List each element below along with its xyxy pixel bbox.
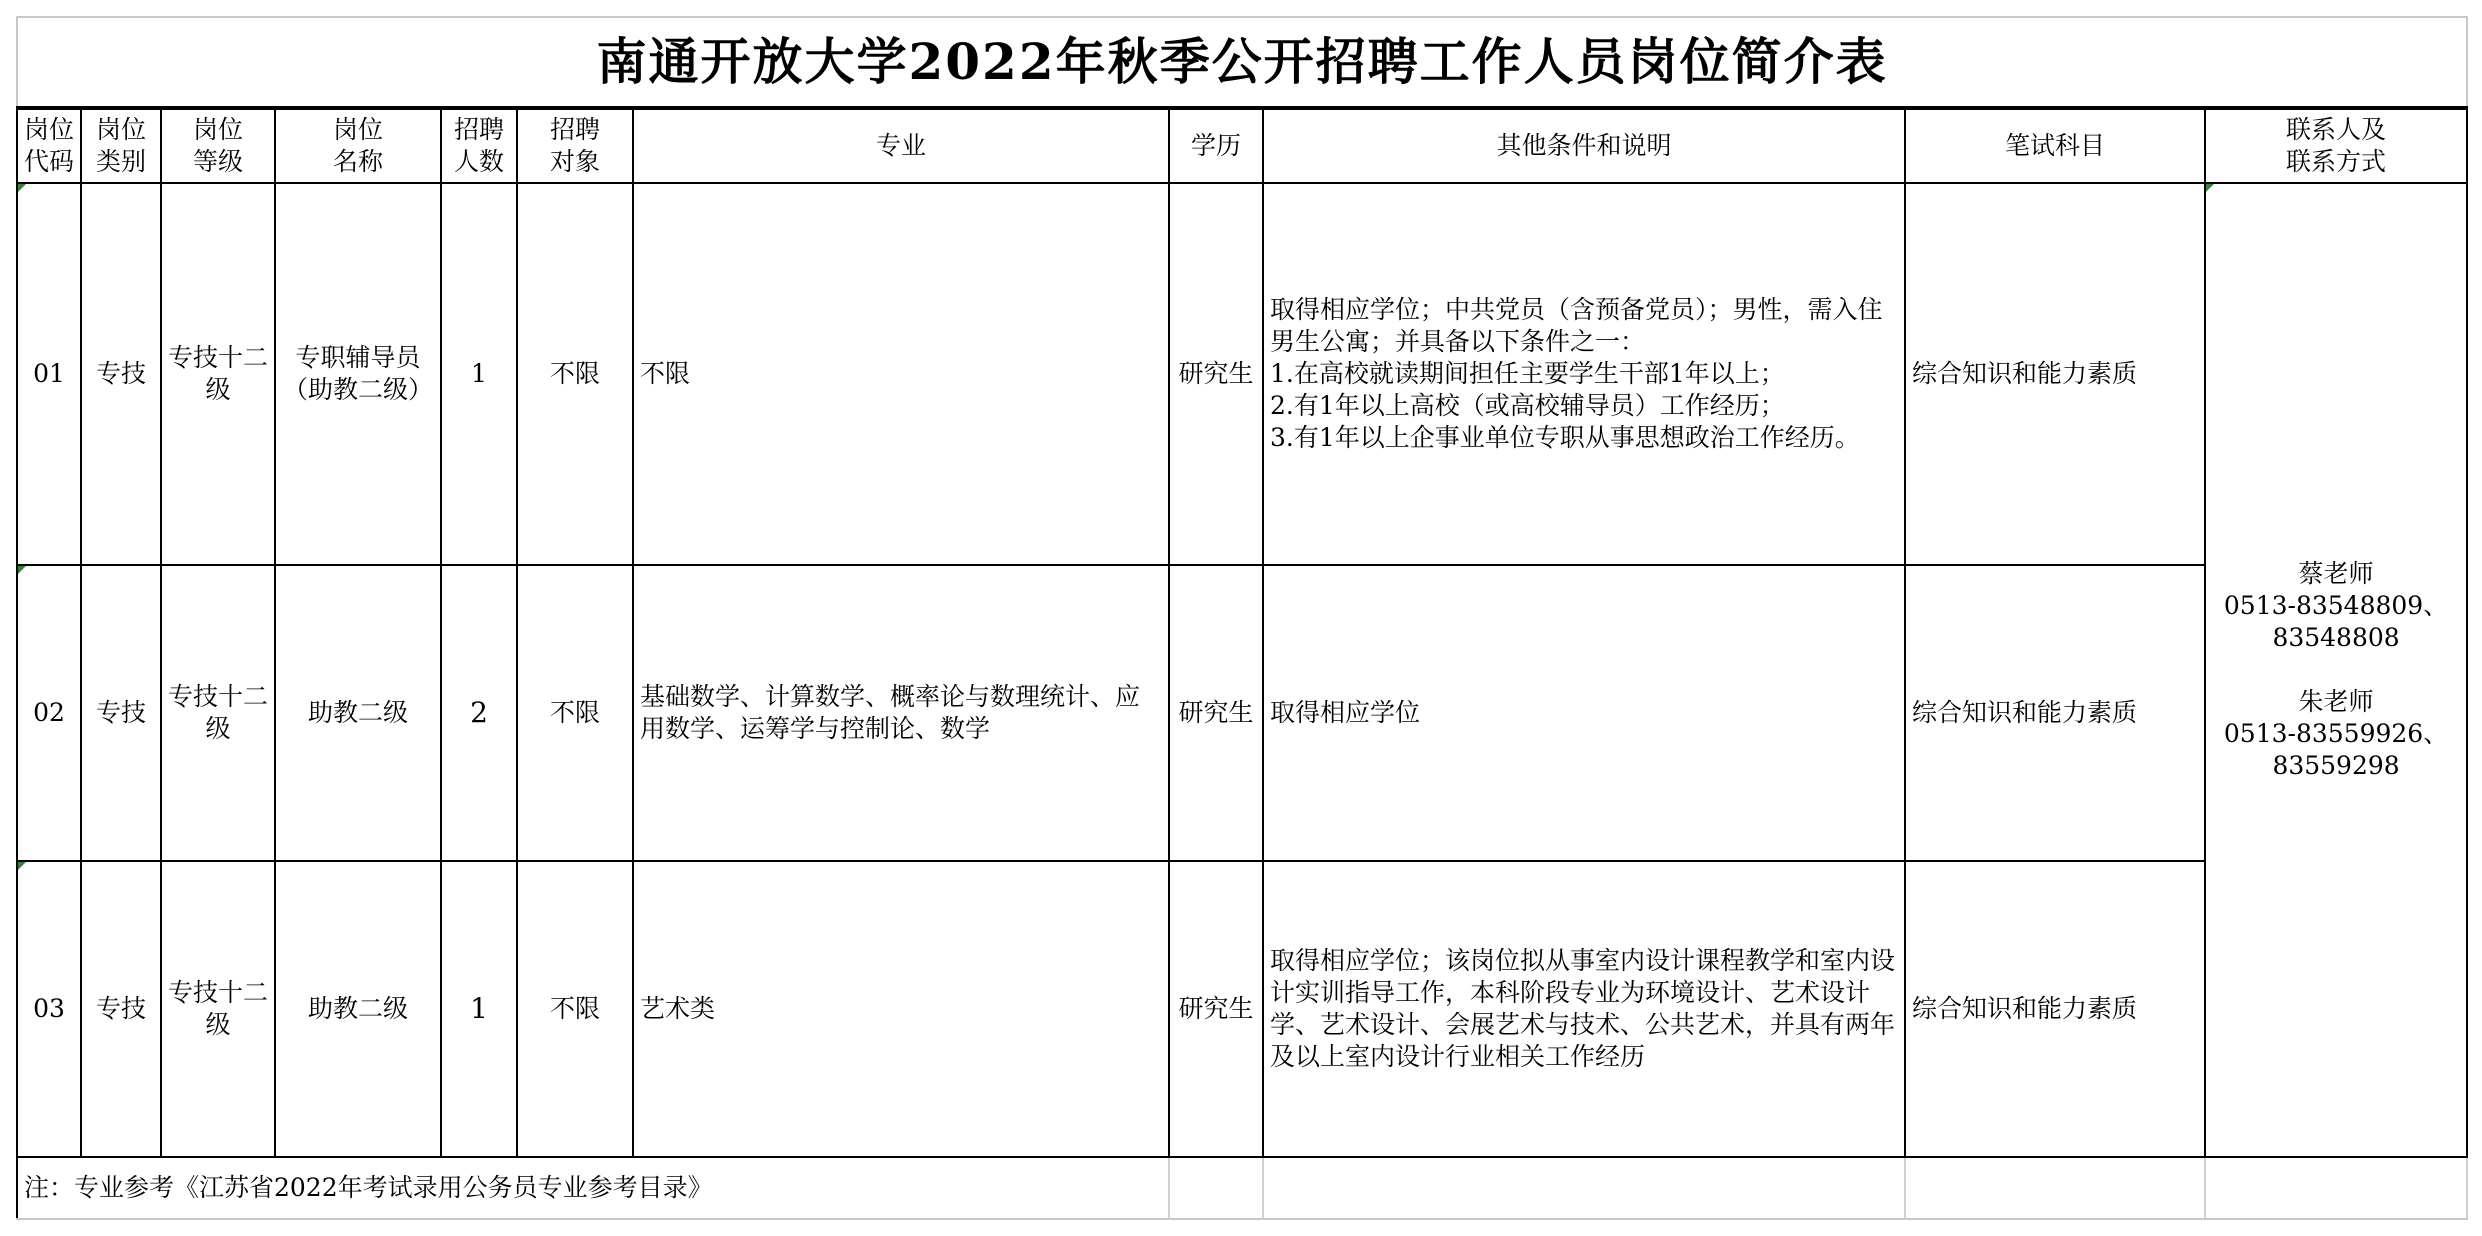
cell-exam: 综合知识和能力素质 [1905, 861, 2205, 1157]
header-target: 招聘 对象 [517, 108, 633, 183]
cell-code: 02 [17, 565, 81, 861]
header-contact: 联系人及 联系方式 [2205, 108, 2467, 183]
cell-major: 艺术类 [633, 861, 1169, 1157]
header-exam: 笔试科目 [1905, 108, 2205, 183]
header-name: 岗位 名称 [275, 108, 441, 183]
contact-cell [2205, 183, 2467, 1157]
cell-exam: 综合知识和能力素质 [1905, 565, 2205, 861]
cell-name: 专职辅导员 （助教二级） [275, 183, 441, 565]
cell-name: 助教二级 [275, 861, 441, 1157]
table-row [17, 861, 2467, 1157]
table-row [17, 565, 2467, 861]
cell-count: 2 [441, 565, 517, 861]
cell-category: 专技 [81, 861, 161, 1157]
cell-conditions: 取得相应学位；中共党员（含预备党员）；男性，需入住男生公寓；并具备以下条件之一： 1.在高校就读期间担任主要学生干部1年以上； 2.有1年以上高校（或高校辅导员）工作经历； 3.有1年以上企事业单位专职从事思想政治工作经历。 [1263, 183, 1905, 565]
header-row [17, 108, 2467, 183]
contact-phone-1b: 83548808 [2272, 623, 2400, 652]
cell-conditions: 取得相应学位 [1263, 565, 1905, 861]
cell-name: 助教二级 [275, 565, 441, 861]
table-row [17, 183, 2467, 565]
contact-phone-2a: 0513-83559926、 [2223, 719, 2449, 748]
header-conditions: 其他条件和说明 [1263, 108, 1905, 183]
cell-count: 1 [441, 183, 517, 565]
cell-code: 03 [17, 861, 81, 1157]
cell-major: 基础数学、计算数学、概率论与数理统计、应用数学、运筹学与控制论、数学 [633, 565, 1169, 861]
header-level: 岗位 等级 [161, 108, 275, 183]
note-row [17, 1157, 2467, 1219]
cell-target: 不限 [517, 565, 633, 861]
page-title: 南通开放大学2022年秋季公开招聘工作人员岗位简介表 [17, 17, 2467, 108]
header-major: 专业 [633, 108, 1169, 183]
header-count: 招聘 人数 [441, 108, 517, 183]
recruitment-table [16, 16, 2468, 1220]
cell-education: 研究生 [1169, 565, 1263, 861]
cell-count: 1 [441, 861, 517, 1157]
cell-education: 研究生 [1169, 183, 1263, 565]
header-category: 岗位 类别 [81, 108, 161, 183]
cell-level: 专技十二 级 [161, 183, 275, 565]
cell-target: 不限 [517, 183, 633, 565]
header-code: 岗位 代码 [17, 108, 81, 183]
cell-conditions: 取得相应学位；该岗位拟从事室内设计课程教学和室内设计实训指导工作，本科阶段专业为环境设计、艺术设计学、艺术设计、会展艺术与技术、公共艺术，并具有两年及以上室内设计行业相关工作经历 [1263, 861, 1905, 1157]
cell-exam: 综合知识和能力素质 [1905, 183, 2205, 565]
recruitment-table-sheet [16, 16, 2466, 1220]
cell-major: 不限 [633, 183, 1169, 565]
cell-education: 研究生 [1169, 861, 1263, 1157]
cell-category: 专技 [81, 183, 161, 565]
footnote: 注：专业参考《江苏省2022年考试录用公务员专业参考目录》 [17, 1157, 1169, 1219]
header-education: 学历 [1169, 108, 1263, 183]
contact-phone-1a: 0513-83548809、 [2223, 591, 2449, 620]
cell-code: 01 [17, 183, 81, 565]
contact-person-2: 朱老师 [2298, 687, 2374, 716]
contact-person-1: 蔡老师 [2298, 559, 2374, 588]
cell-level: 专技十二 级 [161, 565, 275, 861]
cell-category: 专技 [81, 565, 161, 861]
contact-phone-2b: 83559298 [2272, 751, 2400, 780]
cell-target: 不限 [517, 861, 633, 1157]
cell-level: 专技十二 级 [161, 861, 275, 1157]
